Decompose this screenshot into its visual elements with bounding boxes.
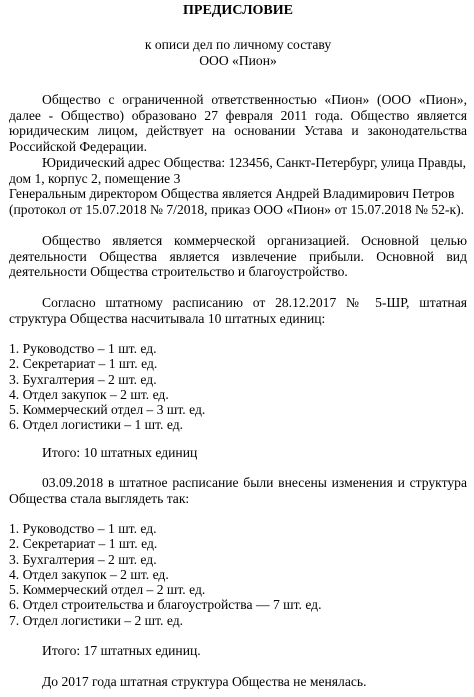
commercial-paragraph: Общество является коммерческой организацией. Основной целью деятельности Общества является извлечение прибыли. Основной вид деятельности Общества строительство и благоустройство. [9, 233, 467, 279]
list-item: 6. Отдел логистики – 1 шт. ед. [9, 417, 184, 433]
list-item: 2. Секретариат – 1 шт. ед. [9, 536, 158, 552]
list-item: 4. Отдел закупок – 2 шт. ед. [9, 566, 169, 582]
staffing-paragraph: Согласно штатному расписанию от 28.12.2017 № 5-ШР, штатная структура Общества насчитывала 10 штатных единиц: [9, 295, 467, 326]
intro-paragraph: Общество с ограниченной ответственностью «Пион» (ООО «Пион», далее - Общество) образовано 27 февраля 2011 года. Общество является юридическим лицом, действует на основании Устава и законодательства Российской Федерации. [9, 92, 467, 154]
list-item: 4. Отдел закупок – 2 шт. ед. [9, 386, 169, 402]
list-item: 5. Коммерческий отдел – 3 шт. ед. [9, 402, 206, 418]
address-line-2: дом 1, корпус 2, помещение 3 [9, 171, 181, 186]
list-item: 5. Коммерческий отдел – 2 шт. ед. [9, 582, 206, 598]
director-line-1: Генеральным директором Общества является Андрей Владимирович Петров [9, 186, 455, 201]
list-item: 2. Секретариат – 1 шт. ед. [9, 356, 158, 372]
final-statement: До 2017 года штатная структура Общества не менялась. [42, 674, 367, 689]
organization-name: ООО «Пион» [199, 53, 277, 68]
document-title: ПРЕДИСЛОВИЕ [183, 3, 293, 18]
list-item: 3. Бухгалтерия – 2 шт. ед. [9, 371, 157, 387]
address-line-1: Юридический адрес Общества: 123456, Санкт-Петербург, улица Правды, [42, 155, 467, 170]
staff-list-2017 [9, 341, 205, 433]
total-2018: Итого: 17 штатных единиц. [42, 643, 201, 658]
document-subtitle: к описи дел по личному составу [144, 37, 332, 52]
list-item: 1. Руководство – 1 шт. ед. [9, 341, 157, 356]
total-2017: Итого: 10 штатных единиц [42, 445, 198, 460]
director-line-2: (протокол от 15.07.2018 № 7/2018, приказ ООО «Пион» от 15.07.2018 № 52-к). [9, 202, 465, 217]
list-item: 3. Бухгалтерия – 2 шт. ед. [9, 551, 157, 567]
list-item: 7. Отдел логистики – 2 шт. ед. [9, 612, 184, 628]
list-item: 1. Руководство – 1 шт. ед. [9, 521, 157, 536]
staff-list-2018 [9, 521, 322, 628]
list-item: 6. Отдел строительства и благоустройства — 7 шт. ед. [9, 597, 322, 613]
changes-paragraph: 03.09.2018 в штатное расписание были внесены изменения и структура Общества стала выглядеть так: [9, 475, 467, 506]
